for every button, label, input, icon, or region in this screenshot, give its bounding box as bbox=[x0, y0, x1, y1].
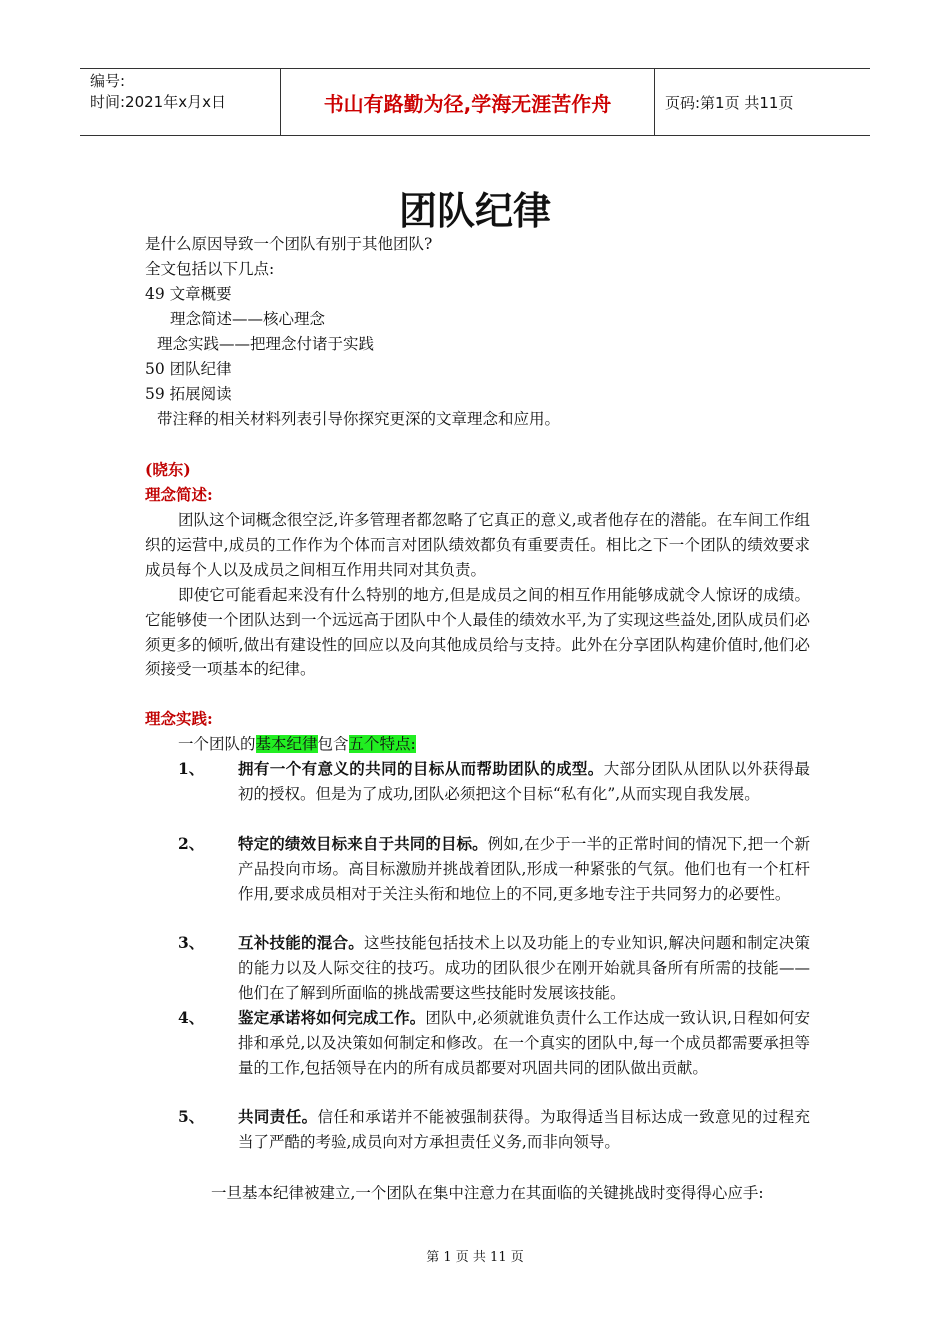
list-item-text: 信任和承诺并不能被强制获得。为取得适当目标达成一致意见的过程充当了严酷的考验,成员向对方承担责任义务,而非向领导。 bbox=[238, 1108, 810, 1151]
intro-contents-label: 全文包括以下几点: bbox=[145, 260, 275, 278]
header-number-label: 编号: bbox=[90, 72, 126, 90]
toc-item: 49 文章概要 bbox=[145, 285, 232, 303]
list-item-text: 大部分团队从团队以外获得最初的授权。但是为了成功,团队必须把这个目标“私有化”,从而实现自我发展。 bbox=[238, 760, 810, 803]
concept-paragraph: 即使它可能看起来没有什么特别的地方,但是成员之间的相互作用能够成就令人惊讶的成绩。它能够使一个团队达到一个远远高于团队中个人最佳的绩效水平,为了实现这些益处,团队成员们必须更多的倾听,做出有建设性的回应以及向其他成员给与支持。此外在分享团队构建价值时,他们必须接受一项基本的纪律。 bbox=[145, 586, 810, 679]
list-item-number: 2、 bbox=[178, 834, 205, 853]
highlight-basic-discipline: 基本纪律 bbox=[255, 735, 318, 753]
intro-question: 是什么原因导致一个团队有别于其他团队? bbox=[145, 235, 433, 253]
header-info-cell bbox=[80, 69, 281, 135]
practice-intro: 一个团队的基本纪律包含五个特点: bbox=[178, 735, 416, 753]
header-table bbox=[80, 68, 870, 136]
header-motto: 书山有路勤为径,学海无涯苦作舟 bbox=[281, 69, 655, 135]
list-item-heading: 拥有一个有意义的共同的目标从而帮助团队的成型。 bbox=[238, 760, 604, 778]
practice-heading: 理念实践: bbox=[145, 709, 213, 728]
list-item-number: 3、 bbox=[178, 933, 205, 952]
header-time-label: 时间:2021年x月x日 bbox=[90, 93, 226, 111]
header-page-info: 页码:第1页 共11页 bbox=[665, 93, 794, 112]
list-item bbox=[178, 757, 810, 807]
list-item bbox=[178, 1105, 810, 1155]
list-item bbox=[178, 832, 810, 906]
toc-item: 50 团队纪律 bbox=[145, 360, 232, 378]
page-footer: 第 1 页 共 11 页 bbox=[426, 1250, 524, 1265]
closing-paragraph: 一旦基本纪律被建立,一个团队在集中注意力在其面临的关键挑战时变得得心应手: bbox=[211, 1184, 764, 1202]
list-item-heading: 互补技能的混合。 bbox=[238, 934, 365, 952]
concept-paragraph: 团队这个词概念很空泛,许多管理者都忽略了它真正的意义,或者他存在的潜能。在车间工作组织的运营中,成员的工作作为个体而言对团队绩效都负有重要责任。相比之下一个团队的绩效要求成员每个人以及成员之间相互作用共同对其负责。 bbox=[145, 511, 810, 579]
toc-item: 带注释的相关材料列表引导你探究更深的文章理念和应用。 bbox=[157, 410, 561, 428]
concept-heading: 理念简述: bbox=[145, 485, 213, 504]
list-item-text: 例如,在少于一半的正常时间的情况下,把一个新产品投向市场。高目标激励并挑战着团队,形成一种紧张的气氛。他们也有一个杠杆作用,要求成员相对于关注头衔和地位上的不同,更多地专注于共同努力的必要性。 bbox=[238, 835, 810, 903]
list-item-heading: 共同责任。 bbox=[238, 1108, 318, 1126]
list-item-number: 1、 bbox=[178, 759, 205, 778]
list-item bbox=[178, 931, 810, 1005]
list-item bbox=[178, 1006, 810, 1080]
highlight-five-features: 五个特点: bbox=[348, 735, 416, 753]
list-item-number: 4、 bbox=[178, 1008, 205, 1027]
toc-item: 59 拓展阅读 bbox=[145, 385, 232, 403]
list-item-number: 5、 bbox=[178, 1107, 205, 1126]
toc-item: 理念实践——把理念付诸于实践 bbox=[157, 335, 375, 353]
toc-item: 理念简述——核心理念 bbox=[170, 310, 326, 328]
list-item-heading: 特定的绩效目标来自于共同的目标。 bbox=[238, 835, 488, 853]
list-item-heading: 鉴定承诺将如何完成工作。 bbox=[238, 1009, 426, 1027]
document-title: 团队纪律 bbox=[398, 189, 551, 233]
list-item-text: 团队中,必须就谁负责什么工作达成一致认识,日程如何安排和承兑,以及决策如何制定和修改。在一个真实的团队中,每一个成员都需要承担等量的工作,包括领导在内的所有成员都要对巩固共同的团队做出贡献。 bbox=[238, 1009, 810, 1077]
list-item-text: 这些技能包括技术上以及功能上的专业知识,解决问题和制定决策的能力以及人际交往的技巧。成功的团队很少在刚开始就具备所有所需的技能——他们在了解到所面临的挑战需要这些技能时发展该技能。 bbox=[238, 934, 810, 1002]
author-label: (晓东) bbox=[145, 460, 191, 479]
